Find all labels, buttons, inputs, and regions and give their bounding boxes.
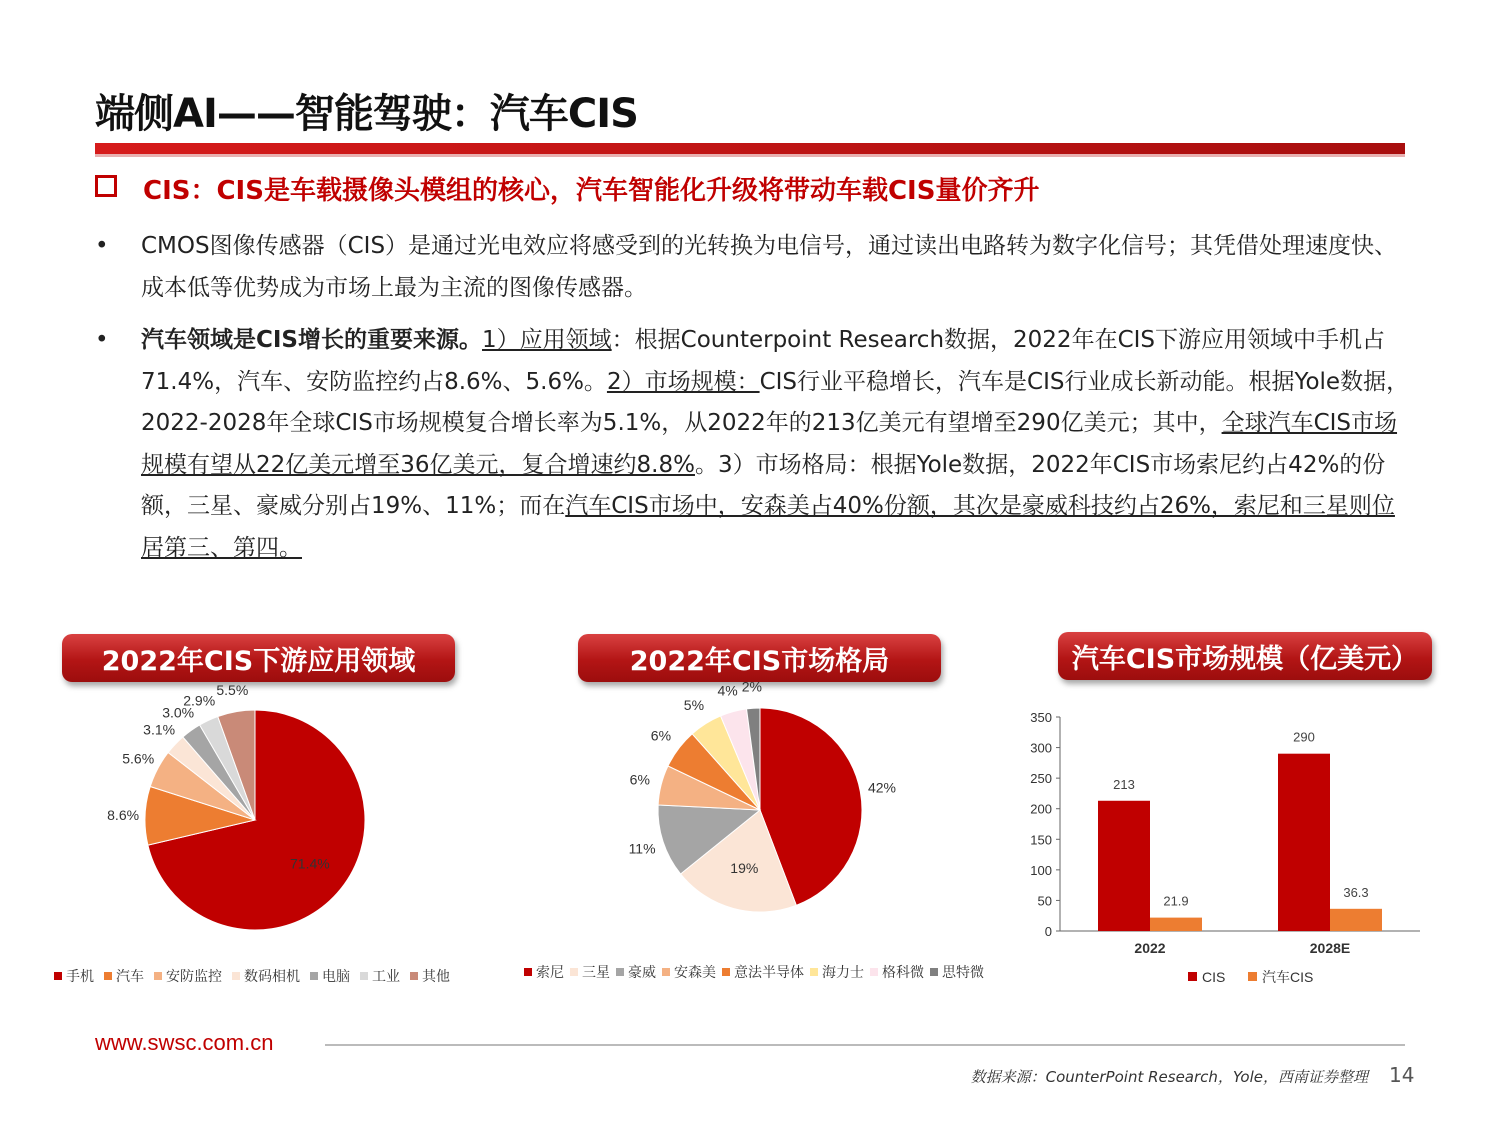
- pie1-legend-swatch-3: [232, 972, 240, 980]
- pie2-legend-item-6: [870, 962, 924, 982]
- pie2-legend-swatch-7: [930, 968, 938, 976]
- pie1-legend-item-5: [360, 966, 400, 986]
- bullet-1-text: CMOS图像传感器（CIS）是通过光电效应将感受到的光转换为电信号，通过读出电路转为数字化信号；其凭借处理速度快、成本低等优势成为市场上最为主流的图像传感器。: [141, 233, 1398, 301]
- footer-url: www.swsc.com.cn: [95, 1030, 274, 1055]
- bullet-2-bold: 汽车领域是CIS增长的重要来源。: [141, 327, 483, 353]
- bullet-2-t2: CIS行业平稳增长，汽车是CIS行业成长新动能。根据Yole数据，2022-2028年全球CIS市场规模复合增长率为5.1%，从2022年的213亿美元有望增至290亿美元；其中，: [141, 368, 1410, 436]
- pie1-label-0: 71.4%: [290, 855, 330, 872]
- bar-0-1: [1150, 918, 1202, 931]
- legend-application: [54, 966, 450, 986]
- pie2-legend-swatch-4: [722, 968, 730, 976]
- bullet-2-u4: 汽车CIS市场中，安森美占40%份额，其次是豪威科技约占26%，索尼和三星则位居第三、第四。: [141, 493, 1395, 561]
- bar-ytick-0: 0: [1044, 924, 1052, 939]
- pie2-legend-item-2: [616, 962, 656, 982]
- pie1-legend-swatch-2: [154, 972, 162, 980]
- bar-legend-swatch-0: [1188, 972, 1197, 981]
- pie2-legend-item-3: [662, 962, 716, 982]
- pie-chart-application: [60, 681, 480, 950]
- pie2-legend-swatch-6: [870, 968, 878, 976]
- bullet-1: [95, 226, 1411, 309]
- bar-1-0: [1278, 754, 1330, 931]
- pie1-legend-swatch-4: [310, 972, 318, 980]
- pie2-legend-swatch-1: [570, 968, 578, 976]
- chart-2-title: 2022年CIS市场格局: [578, 634, 941, 682]
- bar-ytick-6: 300: [1030, 740, 1052, 756]
- pie2-legend-label-7: 思特微: [942, 965, 984, 981]
- pie1-label-1: 8.6%: [107, 806, 140, 823]
- bullet-2: [95, 320, 1411, 569]
- page-number: 14: [1389, 1063, 1415, 1087]
- pie1-label-6: 5.5%: [216, 681, 249, 698]
- checkbox-square-icon: [95, 175, 117, 197]
- pie2-legend-swatch-3: [662, 968, 670, 976]
- bullet-dot: •: [95, 327, 109, 353]
- bar-ytick-2: 100: [1030, 862, 1052, 878]
- pie1-legend-item-6: [410, 966, 450, 986]
- bar-label-1-1: 36.3: [1343, 884, 1369, 900]
- headline-text: CIS：CIS是车载摄像头模组的核心，汽车智能化升级将带动车载CIS量价齐升: [143, 176, 1040, 206]
- pie1-legend-swatch-1: [104, 972, 112, 980]
- headline: [95, 170, 1039, 207]
- bar-category-0: 2022: [1134, 940, 1166, 956]
- pie2-legend-item-0: [524, 962, 564, 982]
- pie2-legend-label-6: 格科微: [882, 965, 924, 981]
- data-source: 数据来源：CounterPoint Research，Yole，西南证券整理: [970, 1068, 1368, 1086]
- bar-ytick-3: 150: [1030, 832, 1052, 848]
- pie1-label-5: 2.9%: [183, 692, 216, 709]
- pie1-legend-label-5: 工业: [372, 969, 400, 985]
- bar-1-1: [1330, 909, 1382, 931]
- bar-legend-swatch-1: [1248, 972, 1257, 981]
- pie2-legend-label-2: 豪威: [628, 965, 656, 981]
- pie2-label-0: 42%: [867, 779, 896, 796]
- pie1-legend-item-4: [310, 966, 350, 986]
- bullet-2-u3: 全球汽车CIS市场规模有望从22亿美元增至36亿美元，复合增速约8.8%: [141, 410, 1398, 478]
- pie2-label-4: 6%: [650, 727, 672, 744]
- bar-ytick-1: 50: [1037, 893, 1052, 909]
- pie2-legend-swatch-2: [616, 968, 624, 976]
- pie1-label-3: 3.1%: [143, 721, 176, 738]
- pie1-legend-swatch-0: [54, 972, 62, 980]
- pie2-legend-item-7: [930, 962, 984, 982]
- legend-market-share: [524, 962, 984, 982]
- bar-label-0-1: 21.9: [1163, 893, 1189, 909]
- bullet-2-text: [141, 320, 1411, 569]
- pie1-legend-label-6: 其他: [422, 969, 450, 985]
- pie2-legend-label-3: 安森美: [674, 965, 716, 981]
- bar-legend-label-1: 汽车CIS: [1262, 969, 1314, 985]
- bar-label-0-0: 213: [1113, 776, 1135, 792]
- pie2-legend-item-1: [570, 962, 610, 982]
- bullet-2-t3: 。3）市场格局：根据Yole数据，2022年CIS市场索尼约占42%的份额，三星、豪威分别占19%、11%；而在: [141, 451, 1386, 519]
- pie1-legend-label-2: 安防监控: [166, 969, 222, 985]
- pie1-legend-item-3: [232, 966, 300, 986]
- page-title: 端侧AI——智能驾驶：汽车CIS: [95, 91, 638, 137]
- pie2-legend-swatch-0: [524, 968, 532, 976]
- bar-ytick-4: 200: [1030, 801, 1052, 817]
- pie2-legend-swatch-5: [810, 968, 818, 976]
- chart-3-title: 汽车CIS市场规模（亿美元）: [1058, 632, 1432, 680]
- pie-chart-market-share: [590, 678, 950, 930]
- bar-0-0: [1098, 801, 1150, 931]
- bullet-2-u2: 2）市场规模：: [606, 368, 760, 395]
- bar-legend-label-0: CIS: [1202, 969, 1226, 985]
- bar-chart-auto-cis: [1010, 700, 1430, 1000]
- pie1-label-4: 3.0%: [162, 704, 195, 721]
- pie1-legend-item-1: [104, 966, 144, 986]
- pie2-label-3: 6%: [629, 771, 650, 788]
- pie2-label-5: 5%: [683, 697, 705, 714]
- pie1-legend-label-1: 汽车: [116, 969, 144, 985]
- bar-label-1-0: 290: [1293, 729, 1315, 745]
- pie2-legend-item-5: [810, 962, 864, 982]
- pie1-legend-label-4: 电脑: [322, 969, 350, 985]
- pie1-legend-swatch-6: [410, 972, 418, 980]
- footer-line: [325, 1044, 1405, 1046]
- bullet-2-u1: 1）应用领域: [482, 327, 612, 353]
- title-bar: [95, 143, 1405, 154]
- pie2-label-7: 2%: [741, 678, 762, 695]
- pie2-legend-label-1: 三星: [582, 965, 610, 981]
- pie1-legend-swatch-5: [360, 972, 368, 980]
- chart-1-title: 2022年CIS下游应用领域: [62, 634, 455, 682]
- pie2-label-2: 11%: [628, 840, 656, 857]
- title-bar-shadow: [95, 154, 1405, 157]
- pie2-label-1: 19%: [730, 859, 759, 876]
- pie2-legend-label-4: 意法半导体: [734, 965, 804, 981]
- pie2-legend-item-4: [722, 962, 804, 982]
- bullet-2-t1: ：根据Counterpoint Research数据，2022年在CIS下游应用领域中手机占71.4%，汽车、安防监控约占8.6%、5.6%。: [141, 327, 1386, 395]
- bar-category-1: 2028E: [1309, 940, 1351, 956]
- pie1-label-2: 5.6%: [122, 750, 155, 767]
- pie2-label-6: 4%: [717, 682, 738, 699]
- pie1-legend-label-3: 数码相机: [244, 969, 300, 985]
- bar-ytick-7: 350: [1030, 710, 1052, 725]
- pie1-legend-label-0: 手机: [66, 969, 94, 985]
- pie1-legend-item-2: [154, 966, 222, 986]
- bar-ytick-5: 250: [1030, 771, 1052, 787]
- pie2-legend-label-5: 海力士: [822, 965, 864, 981]
- pie1-legend-item-0: [54, 966, 94, 986]
- pie2-legend-label-0: 索尼: [536, 965, 564, 981]
- bullet-dot: •: [95, 233, 109, 259]
